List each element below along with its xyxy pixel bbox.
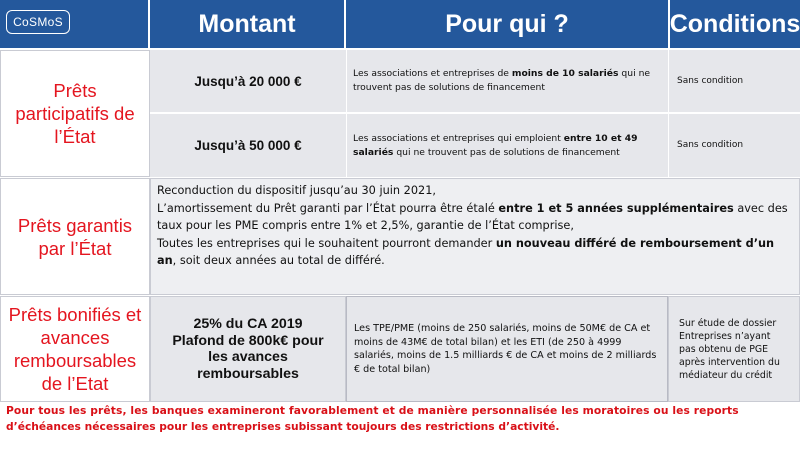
- row-label-garantis: Prêts garantis par l’État: [0, 178, 150, 295]
- pge-text: , soit deux années au total de différé.: [172, 254, 385, 267]
- pourqui-bold: entre 10 et 49 salariés: [353, 132, 638, 158]
- montant-line: 25% du CA 2019: [193, 316, 303, 332]
- pourqui-text: qui ne trouvent pas de solutions de financement: [353, 68, 651, 93]
- montant-line: remboursables: [197, 365, 299, 382]
- logo-cell: [0, 0, 148, 48]
- pourqui-10-49: [346, 114, 668, 177]
- pourqui-text: Les associations et entreprises qui emploient: [353, 132, 564, 144]
- pge-text: L’amortissement du Prêt garanti par l’État pourra être étalé: [157, 201, 499, 215]
- conditions-sans-2: Sans condition: [668, 114, 800, 177]
- montant-bonifies: [150, 296, 346, 402]
- montant-50000: Jusqu’à 50 000 €: [150, 114, 346, 177]
- pourqui-moins-10: [346, 50, 668, 112]
- conditions-text: Sur étude de dossier Entreprises n’ayant pas obtenu de PGE après intervention du médiateur du crédit: [679, 317, 780, 381]
- montant-line: Plafond de 800k€ pour: [172, 332, 324, 349]
- pge-line-differe: [157, 235, 793, 270]
- pourqui-text: qui ne trouvent pas de solutions de financement: [393, 146, 620, 158]
- montant-20000: Jusqu’à 20 000 €: [150, 50, 346, 112]
- footer-line: d’échéances nécessaires pour les entreprises subissant toujours des restrictions d’activité.: [6, 420, 560, 433]
- conditions-sans-1: Sans condition: [668, 50, 800, 112]
- pge-line-amortissement: [157, 200, 793, 235]
- pourqui-tpe-pme-eti: [346, 296, 668, 402]
- pge-bold: entre 1 et 5 années supplémentaires: [498, 201, 734, 215]
- pge-line-reconduction: Reconduction du dispositif jusqu’au 30 juin 2021,: [157, 184, 436, 197]
- header-pour-qui: Pour qui ?: [346, 0, 668, 48]
- pourqui-text: Les TPE/PME (moins de 250 salariés, moins de 50M€ de CA et moins de 43M€ de total bilan) et les ETI (de 250 à 4999 salariés, moins de 1.5 milliards € de CA et moins de 2 milliards € de total bilan): [354, 323, 657, 375]
- cosmos-logo: CoSMoS: [6, 10, 70, 34]
- header-montant: Montant: [150, 0, 344, 48]
- footer-note: [6, 403, 796, 447]
- header-conditions: Conditions: [670, 0, 800, 48]
- pge-bold: un nouveau différé de remboursement d’un an: [157, 236, 775, 267]
- row-label-participatifs: Prêts participatifs de l’État: [0, 50, 150, 177]
- pourqui-bold: moins de 10 salariés: [511, 68, 619, 79]
- montant-line: les avances: [208, 349, 288, 365]
- pge-text: avec des taux pour les PME compris entre 1% et 2,5%, garantie de l’État comprise,: [157, 201, 788, 232]
- row-label-bonifies: Prêts bonifiés et avances remboursables de l’Etat: [0, 296, 150, 402]
- conditions-bonifies: [668, 296, 800, 402]
- footer-line: Pour tous les prêts, les banques examineront favorablement et de manière personnalisée les moratoires ou les reports: [6, 404, 739, 417]
- pge-text: Toutes les entreprises qui le souhaitent pourront demander: [157, 236, 496, 250]
- pge-description: [150, 178, 800, 295]
- pourqui-text: Les associations et entreprises de: [353, 68, 512, 79]
